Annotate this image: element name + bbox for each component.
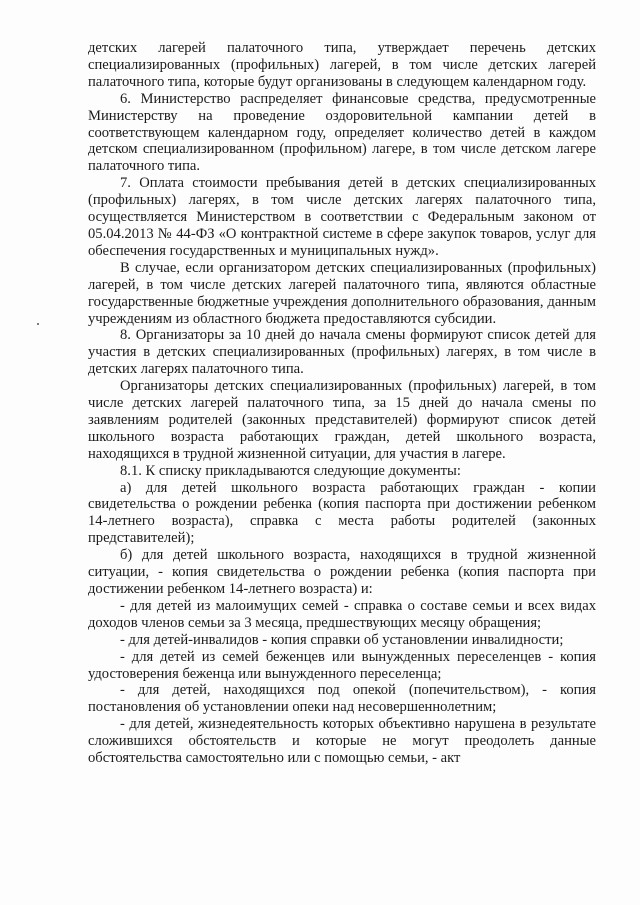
paragraph-item-7: 7. Оплата стоимости пребывания детей в детских специализированных (профильных) лагерях, в том числе детских лагерях палаточного типа, осуществляется Министерством в соответствии с Федеральным законом от 05.04.2013 № 44-ФЗ «О контрактной системе в сфере закупок товаров, услуг для обеспечения государственных и муниципальных нужд». <box>88 175 596 259</box>
list-item-low-income: - для детей из малоимущих семей - справка о составе семьи и всех видах доходов членов семьи за 3 месяца, предшествующих месяцу обращения; <box>88 597 596 631</box>
scan-speck <box>37 323 39 325</box>
list-item-refugees: - для детей из семей беженцев или вынужденных переселенцев - копия удостоверения беженца или вынужденного переселенца; <box>88 648 596 682</box>
list-item-disabled: - для детей-инвалидов - копия справки об установлении инвалидности; <box>120 631 564 648</box>
paragraph-continuation: детских лагерей палаточного типа, утверждает перечень детских специализированных (профильных) лагерей, в том числе детских лагерей палаточного типа, которые будут организованы в следующем календарном году. <box>88 40 596 90</box>
list-item-difficult-circumstances: - для детей, жизнедеятельность которых объективно нарушена в результате сложившихся обстоятельств и которые не могут преодолеть данные обстоятельства самостоятельно или с помощью семьи, - акт <box>88 716 596 767</box>
paragraph-subsidy: В случае, если организатором детских специализированных (профильных) лагерей, в том числе детских лагерей палаточного типа, являются областные государственные бюджетные учреждения дополнительного образования, данным учреждениям из областного бюджета предоставляются субсидии. <box>88 259 596 327</box>
paragraph-organizers: Организаторы детских специализированных (профильных) лагерей, в том числе детских лагерей палаточного типа, за 15 дней до начала смены по заявлениям родителей (законных представителей) формируют список детей школьного возраста работающих граждан, детей школьного возраста, находящихся в трудной жизненной ситуации, для участия в лагере. <box>88 378 596 462</box>
document-body <box>88 40 596 767</box>
paragraph-subitem-a: а) для детей школьного возраста работающих граждан - копии свидетельства о рождении ребенка (копия паспорта при достижении ребенком 14-летнего возраста), справка с места работы родителей (законных представителей); <box>88 479 596 547</box>
paragraph-item-8-1: 8.1. К списку прикладываются следующие документы: <box>120 462 461 479</box>
paragraph-item-6: 6. Министерство распределяет финансовые средства, предусмотренные Министерству на проведение оздоровительной кампании детей в соответствующем календарном году, определяет количество детей в каждом детском специализированном (профильном) лагере, в том числе детском лагере палаточного типа. <box>88 90 596 175</box>
paragraph-subitem-b: б) для детей школьного возраста, находящихся в трудной жизненной ситуации, - копия свидетельства о рождении ребенка (копия паспорта при достижении ребенком 14-летнего возраста) и: <box>88 547 596 597</box>
list-item-guardianship: - для детей, находящихся под опекой (попечительством), - копия постановления об установлении опеки над несовершеннолетним; <box>88 682 596 716</box>
paragraph-item-8: 8. Организаторы за 10 дней до начала смены формируют список детей для участия в детских специализированных (профильных) лагерях, в том числе в детских лагерях палаточного типа. <box>88 327 596 378</box>
